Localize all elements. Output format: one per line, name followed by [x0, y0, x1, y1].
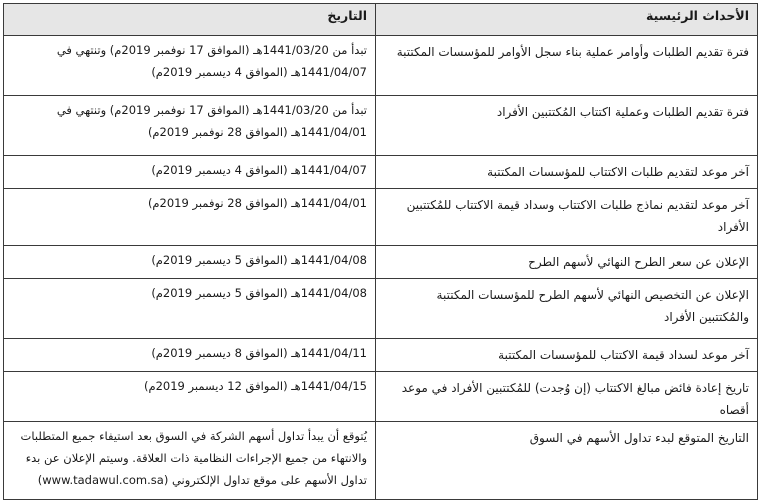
table-row [4, 339, 758, 372]
table-row [4, 422, 758, 500]
table-row [4, 189, 758, 246]
event-cell: آخر موعد لتقديم طلبات الاكتتاب للمؤسسات المكتتبة [376, 156, 758, 189]
event-cell: فترة تقديم الطلبات وعملية اكتتاب المُكتتبين الأفراد [376, 96, 758, 156]
header-key-events: الأحداث الرئيسية [376, 4, 758, 36]
date-cell: 1441/04/08هـ (الموافق 5 ديسمبر 2019م) [4, 246, 376, 279]
date-cell: تبدأ من 1441/03/20هـ (الموافق 17 نوفمبر 2019م) وتنتهي في 1441/04/07هـ (الموافق 4 ديسمبر 2019م) [4, 36, 376, 96]
table-row [4, 156, 758, 189]
table-row [4, 279, 758, 339]
table-row [4, 246, 758, 279]
date-cell: 1441/04/08هـ (الموافق 5 ديسمبر 2019م) [4, 279, 376, 339]
event-cell: الإعلان عن التخصيص النهائي لأسهم الطرح للمؤسسات المكتتبة والمُكتتبين الأفراد [376, 279, 758, 339]
date-cell: 1441/04/01هـ (الموافق 28 نوفمبر 2019م) [4, 189, 376, 246]
date-cell: 1441/04/07هـ (الموافق 4 ديسمبر 2019م) [4, 156, 376, 189]
date-cell: يُتوقع أن يبدأ تداول أسهم الشركة في السوق بعد استيفاء جميع المتطلبات والانتهاء من جميع الإجراءات النظامية ذات العلاقة. وسيتم الإعلان عن بدء تداول الأسهم على موقع تداول الإلكتروني (www.tadawul.com.sa) [4, 422, 376, 500]
table-row [4, 372, 758, 422]
table-header-row [4, 4, 758, 36]
event-cell: آخر موعد لسداد قيمة الاكتتاب للمؤسسات المكتتبة [376, 339, 758, 372]
date-cell: 1441/04/15هـ (الموافق 12 ديسمبر 2019م) [4, 372, 376, 422]
table-row [4, 36, 758, 96]
event-cell: فترة تقديم الطلبات وأوامر عملية بناء سجل الأوامر للمؤسسات المكتتبة [376, 36, 758, 96]
timeline-table-container [3, 3, 758, 500]
event-cell: الإعلان عن سعر الطرح النهائي لأسهم الطرح [376, 246, 758, 279]
header-date: التاريخ [4, 4, 376, 36]
event-cell: التاريخ المتوقع لبدء تداول الأسهم في السوق [376, 422, 758, 500]
date-cell: تبدأ من 1441/03/20هـ (الموافق 17 نوفمبر 2019م) وتنتهي في 1441/04/01هـ (الموافق 28 نوفمبر 2019م) [4, 96, 376, 156]
date-cell: 1441/04/11هـ (الموافق 8 ديسمبر 2019م) [4, 339, 376, 372]
event-cell: آخر موعد لتقديم نماذج طلبات الاكتتاب وسداد قيمة الاكتتاب للمُكتتبين الأفراد [376, 189, 758, 246]
table-row [4, 96, 758, 156]
key-dates-table [3, 3, 758, 500]
event-cell: تاريخ إعادة فائض مبالغ الاكتتاب (إن وُجدت) للمُكتتبين الأفراد في موعد أقصاه [376, 372, 758, 422]
